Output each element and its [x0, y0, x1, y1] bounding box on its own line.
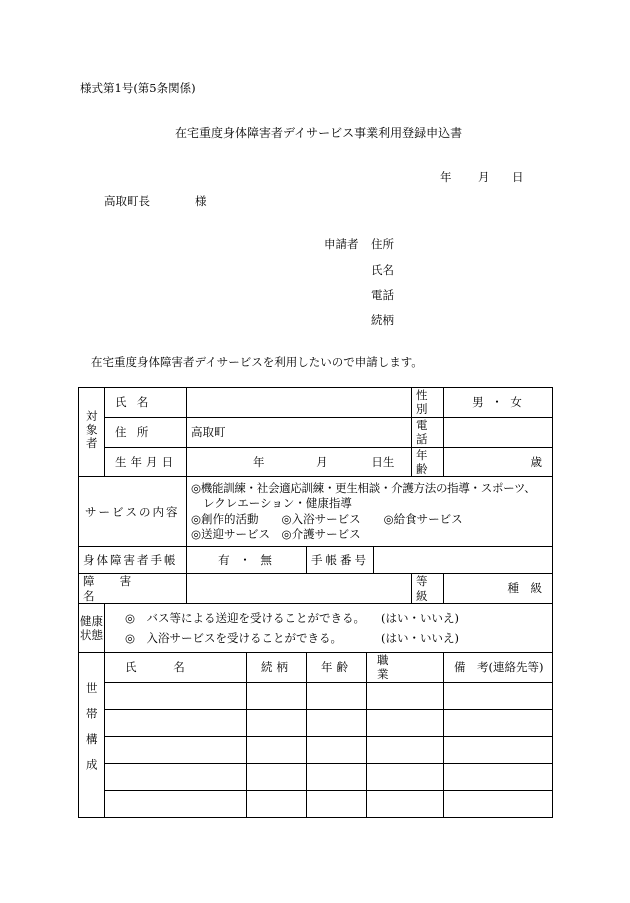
- household-relation-cell[interactable]: [247, 709, 307, 736]
- page-title: 在宅重度身体障害者デイサービス事業利用登録申込書: [175, 126, 463, 140]
- service-line-4: ◎送迎サービス ◎介護サービス: [191, 527, 361, 542]
- household-job-cell[interactable]: [367, 682, 444, 709]
- health-item-bus: [125, 608, 548, 628]
- dob-field[interactable]: [187, 447, 412, 477]
- dob-year: 年: [253, 454, 265, 469]
- name-label: 氏名: [115, 395, 159, 410]
- statement: 在宅重度身体障害者デイサービスを利用したいので申請します。: [91, 355, 423, 369]
- household-row: [79, 790, 553, 817]
- phone-label-cell: [412, 417, 444, 447]
- disability-field[interactable]: [187, 574, 412, 604]
- grade-field[interactable]: [444, 574, 553, 604]
- subject-label-cell: [79, 388, 105, 477]
- gender-label-cell: [412, 388, 444, 418]
- gender-label: 性別: [416, 388, 432, 417]
- gender-options-text: 男 ・ 女: [472, 395, 524, 410]
- household-age-cell[interactable]: [307, 709, 367, 736]
- age-label-cell: [412, 447, 444, 477]
- date-year: 年: [440, 170, 452, 184]
- age-field[interactable]: [444, 447, 553, 477]
- dob-label: 生年月日: [115, 454, 178, 469]
- phone-field[interactable]: [444, 417, 553, 447]
- service-line-1: ◎機能訓練・社会適応訓練・更生相談・介護方法の指導・スポーツ、: [191, 480, 536, 495]
- handbook-no-label-cell: [307, 547, 374, 574]
- household-label-cell: [79, 653, 105, 818]
- household-row: [79, 682, 553, 709]
- health-label-cell: [79, 604, 105, 653]
- disability-label: 障害名: [83, 574, 157, 603]
- household-header-name-text: 氏名: [125, 660, 222, 675]
- household-notes-cell[interactable]: [444, 736, 553, 763]
- dob-label-cell: [105, 447, 187, 477]
- household-name-cell[interactable]: [105, 790, 247, 817]
- household-header-name: [105, 653, 247, 683]
- handbook-value: 有 ・ 無: [218, 553, 275, 568]
- applicant-relation-label: 続柄: [371, 313, 394, 327]
- household-header-relation-text: 続柄: [260, 660, 293, 675]
- health-item-bath-answer[interactable]: (はい・いいえ): [381, 631, 459, 645]
- service-label: サービスの内容: [85, 504, 180, 519]
- age-unit: 歳: [530, 454, 543, 469]
- age-label: 年齢: [416, 447, 432, 476]
- household-header-notes: [444, 653, 553, 683]
- health-label-2: 状態: [80, 628, 103, 642]
- date-day: 日: [512, 170, 524, 184]
- household-header-relation: [247, 653, 307, 683]
- dob-day: 日生: [371, 454, 395, 469]
- addressee-name: 高取町長: [104, 194, 150, 208]
- household-notes-cell[interactable]: [444, 709, 553, 736]
- household-name-cell[interactable]: [105, 763, 247, 790]
- household-name-cell[interactable]: [105, 736, 247, 763]
- handbook-label: 身体障害者手帳: [83, 553, 178, 568]
- household-row: [79, 763, 553, 790]
- household-notes-cell[interactable]: [444, 763, 553, 790]
- health-item-bus-text: ◎ バス等による送迎を受けることができる。: [125, 611, 366, 625]
- service-line-2: レクレエーション・健康指導: [203, 496, 352, 511]
- household-relation-cell[interactable]: [247, 736, 307, 763]
- household-header-job: [367, 653, 444, 683]
- application-table: [78, 387, 553, 818]
- address-value: 高取町: [191, 424, 226, 439]
- service-line-3: ◎創作的活動 ◎入浴サービス ◎給食サービス: [191, 511, 463, 526]
- health-label-1: 健康: [80, 613, 103, 628]
- household-job-cell[interactable]: [367, 790, 444, 817]
- household-job-cell[interactable]: [367, 763, 444, 790]
- household-notes-cell[interactable]: [444, 790, 553, 817]
- addressee-honorific: 様: [195, 194, 207, 208]
- household-job-cell[interactable]: [367, 736, 444, 763]
- form-number: 様式第1号(第5条関係): [80, 81, 196, 95]
- household-name-cell[interactable]: [105, 682, 247, 709]
- handbook-no-field[interactable]: [374, 547, 553, 574]
- applicant-name-label: 氏名: [371, 263, 394, 277]
- dob-month: 月: [316, 454, 328, 469]
- household-relation-cell[interactable]: [247, 682, 307, 709]
- applicant-label: 申請者: [324, 237, 359, 251]
- phone-label: 電話: [416, 417, 432, 447]
- household-row: [79, 709, 553, 736]
- date-month: 月: [478, 170, 490, 184]
- address-label-cell: [105, 417, 187, 447]
- handbook-options[interactable]: [187, 547, 307, 574]
- household-label: 世帯構成: [84, 682, 99, 785]
- household-relation-cell[interactable]: [247, 763, 307, 790]
- handbook-no-label: 手帳番号: [311, 553, 370, 568]
- grade-label-cell: [412, 574, 444, 604]
- service-label-cell: [79, 477, 187, 547]
- handbook-label-cell: [79, 547, 187, 574]
- household-job-cell[interactable]: [367, 709, 444, 736]
- applicant-address-label: 住所: [371, 237, 394, 251]
- household-name-cell[interactable]: [105, 709, 247, 736]
- household-age-cell[interactable]: [307, 790, 367, 817]
- household-age-cell[interactable]: [307, 763, 367, 790]
- grade-unit: 種 級: [507, 581, 543, 596]
- household-row: [79, 736, 553, 763]
- health-item-bath-text: ◎ 入浴サービスを受けることができる。: [125, 631, 343, 645]
- gender-options[interactable]: [444, 388, 553, 418]
- address-label: 住所: [115, 424, 159, 439]
- household-relation-cell[interactable]: [247, 790, 307, 817]
- grade-label: 等級: [416, 574, 432, 603]
- household-notes-cell[interactable]: [444, 682, 553, 709]
- disability-label-cell: [79, 574, 187, 604]
- health-item-bath: [125, 628, 548, 648]
- applicant-phone-label: 電話: [371, 288, 394, 302]
- name-label-cell: [105, 388, 187, 418]
- household-age-cell[interactable]: [307, 736, 367, 763]
- health-items: [105, 604, 553, 653]
- health-item-bus-answer[interactable]: (はい・いいえ): [381, 611, 459, 625]
- service-content: [187, 477, 553, 547]
- subject-label: 対象者: [84, 410, 99, 451]
- name-field[interactable]: [187, 388, 412, 418]
- address-field[interactable]: [187, 417, 412, 447]
- household-header-job-text: 職業: [377, 653, 424, 682]
- household-age-cell[interactable]: [307, 682, 367, 709]
- household-header-notes-text: 備 考(連絡先等): [454, 660, 544, 675]
- household-header-age: [307, 653, 367, 683]
- household-header-age-text: 年齢: [320, 660, 353, 675]
